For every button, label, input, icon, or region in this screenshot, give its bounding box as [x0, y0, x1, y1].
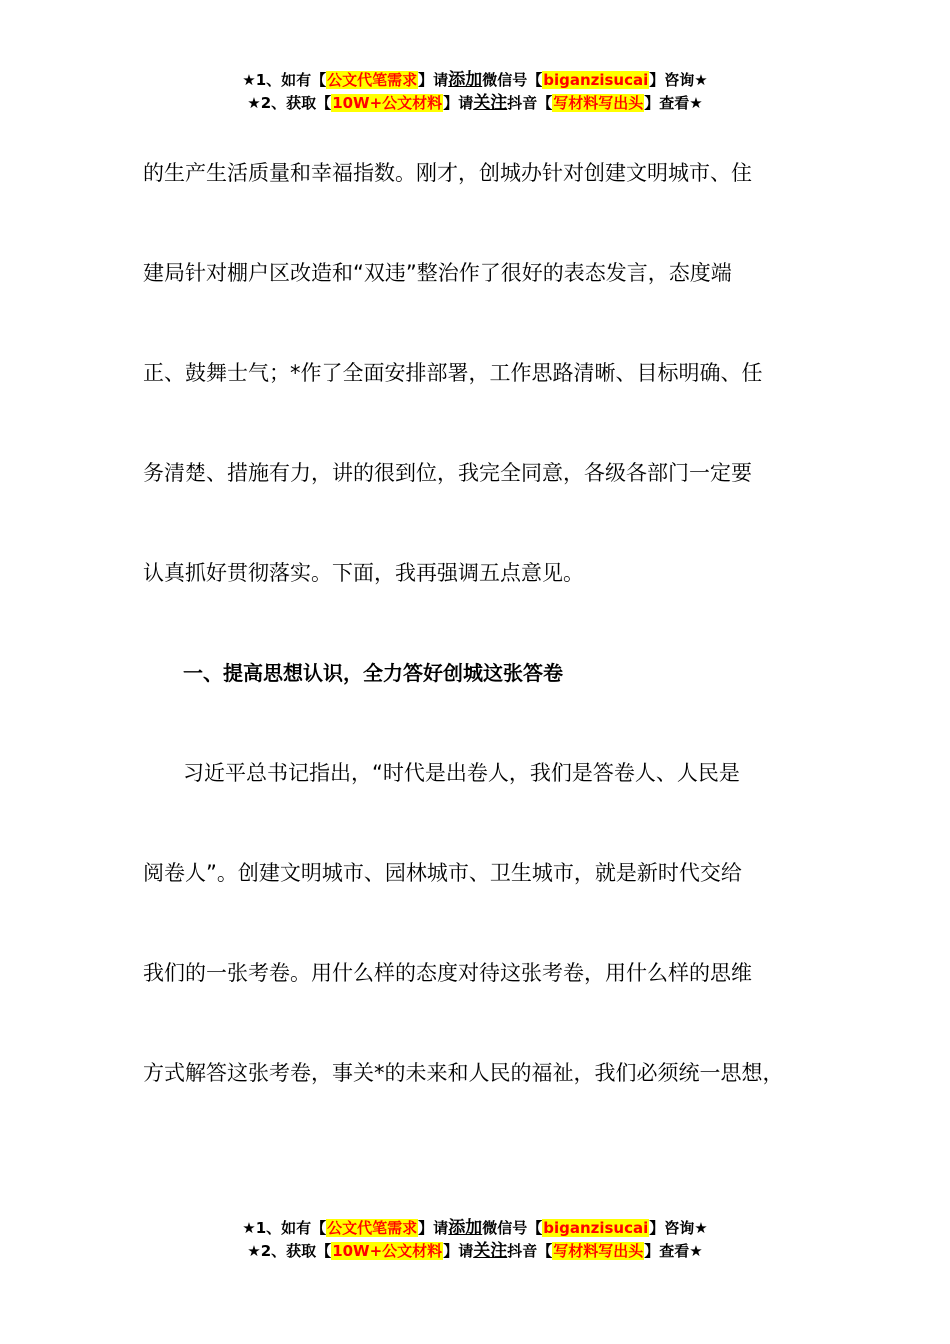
- banner-highlight-wechat: biganzisucai: [543, 1219, 649, 1237]
- banner-highlight: 公文代笔需求: [327, 1219, 418, 1237]
- banner-underline: 关注: [473, 1241, 508, 1261]
- banner-underline: 添加: [448, 1218, 483, 1238]
- banner-underline: 添加: [448, 70, 483, 90]
- paragraph-line: 方式解答这张考卷，事关*的未来和人民的福祉，我们必须统一思想，: [143, 1061, 784, 1085]
- section-heading: 一、提高思想认识，全力答好创城这张答卷: [183, 661, 563, 685]
- paragraph-line: 认真抓好贯彻落实。下面，我再强调五点意见。: [143, 561, 584, 585]
- banner-underline: 关注: [473, 93, 508, 113]
- paragraph-line: 建局针对棚户区改造和“双违”整治作了很好的表态发言，态度端: [143, 261, 732, 285]
- banner-line-1: [0, 1217, 950, 1240]
- banner-text: ★2、获取【: [247, 1242, 332, 1260]
- paragraph-line: 正、鼓舞士气；*作了全面安排部署，工作思路清晰、目标明确、任: [143, 361, 763, 385]
- banner-text: 微信号【: [482, 1219, 543, 1237]
- banner-highlight-wechat: biganzisucai: [543, 71, 649, 89]
- header-banner: [0, 69, 950, 115]
- banner-text: 】查看★: [644, 94, 703, 112]
- paragraph-line: 的生产生活质量和幸福指数。刚才，创城办针对创建文明城市、住: [143, 161, 752, 185]
- banner-text: 微信号【: [482, 71, 543, 89]
- banner-text: 】查看★: [644, 1242, 703, 1260]
- banner-text: 】请: [418, 71, 449, 89]
- banner-line-1: [0, 69, 950, 92]
- banner-highlight: 10W+公文材料: [332, 94, 443, 112]
- paragraph-line: 阅卷人”。创建文明城市、园林城市、卫生城市，就是新时代交给: [143, 861, 742, 885]
- banner-text: 】咨询★: [649, 1219, 708, 1237]
- banner-highlight: 公文代笔需求: [327, 71, 418, 89]
- document-body: [143, 123, 833, 1123]
- paragraph-line: 务清楚、措施有力，讲的很到位，我完全同意，各级各部门一定要: [143, 461, 752, 485]
- banner-text: 抖音【: [507, 1242, 553, 1260]
- footer-banner: [0, 1217, 950, 1263]
- banner-text: 】请: [418, 1219, 449, 1237]
- banner-text: 】请: [443, 1242, 474, 1260]
- banner-text: 】咨询★: [649, 71, 708, 89]
- banner-highlight-douyin: 写材料写出头: [553, 94, 644, 112]
- paragraph-line: 我们的一张考卷。用什么样的态度对待这张考卷，用什么样的思维: [143, 961, 752, 985]
- banner-text: ★2、获取【: [247, 94, 332, 112]
- banner-line-2: [0, 1240, 950, 1263]
- banner-highlight: 10W+公文材料: [332, 1242, 443, 1260]
- banner-text: 抖音【: [507, 94, 553, 112]
- banner-text: ★1、如有【: [242, 71, 327, 89]
- banner-text: ★1、如有【: [242, 1219, 327, 1237]
- paragraph-line: 习近平总书记指出，“时代是出卷人，我们是答卷人、人民是: [183, 761, 740, 785]
- banner-text: 】请: [443, 94, 474, 112]
- banner-highlight-douyin: 写材料写出头: [553, 1242, 644, 1260]
- banner-line-2: [0, 92, 950, 115]
